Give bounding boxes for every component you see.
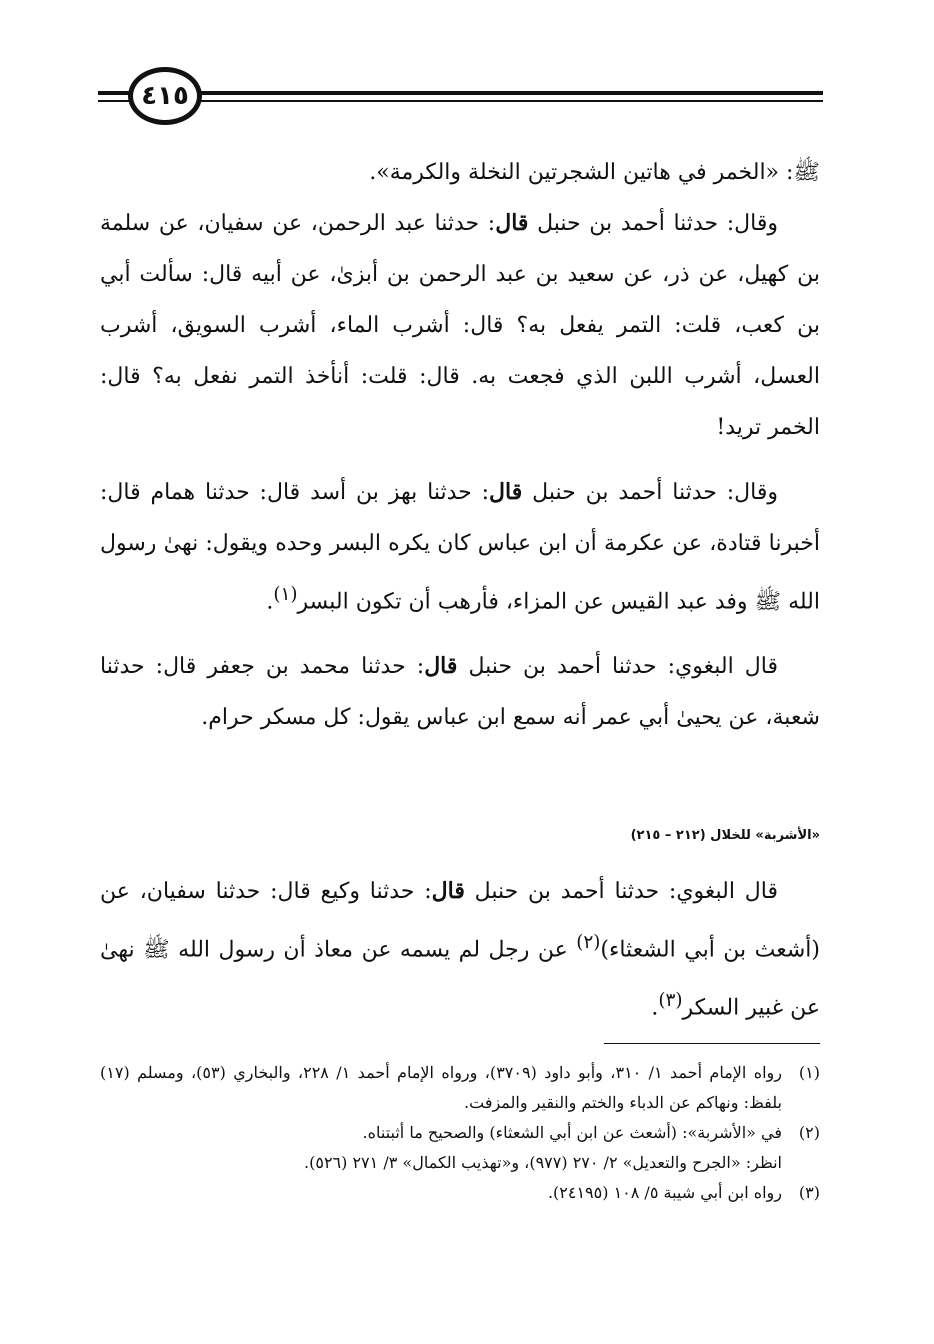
footnote-ref-1: (١) (273, 584, 298, 605)
footnote-2 (100, 1118, 820, 1178)
qal-bold: قال (424, 653, 458, 680)
paragraph-5-text-cont: عن رجل لم يسمه عن معاذ أن رسول الله ﷺ نهىٰ عن غبير السكر (100, 937, 820, 1021)
paragraph-2-text-rest: : حدثنا عبد الرحمن، عن سفيان، عن سلمة بن كهيل، عن ذر، عن سعيد بن عبد الرحمن بن أبزىٰ، عن أبيه قال: سألت أبي بن كعب، قلت: التمر يفعل به؟ قال: أشرب الماء، أشرب السويق، أشرب العسل، أشرب اللبن الذي فجعت به. قال: قلت: أنأخذ التمر نفعل به؟ قال: الخمر تريد! (100, 211, 820, 440)
footnote-ref-2: (٢) (576, 932, 601, 953)
paragraph-4-text: قال البغوي: حدثنا أحمد بن حنبل (457, 654, 778, 680)
qal-bold: قال (431, 878, 465, 904)
qal-bold: قال (489, 479, 523, 505)
footnote-text: رواه ابن أبي شيبة ٥/ ١٠٨ (٢٤١٩٥). (547, 1183, 782, 1202)
main-text-block-2 (100, 866, 820, 1034)
paragraph-4-text-rest: : حدثنا محمد بن جعفر قال: حدثنا شعبة، عن يحيىٰ أبي عمر أنه سمع ابن عباس يقول: كل مسكر حرام. (100, 654, 820, 731)
paragraph-3-end: . (266, 589, 274, 615)
footnote-number: (٣) (798, 1183, 820, 1202)
qal-bold: قال (495, 210, 529, 236)
header-rule-thick (98, 91, 823, 95)
paragraph-4 (100, 641, 820, 743)
paragraph-3-text-rest: : حدثنا بهز بن أسد قال: حدثنا همام قال: أخبرنا قتادة، عن عكرمة أن ابن عباس كان يكره البسر وحده ويقول: نهىٰ رسول الله ﷺ وفد عبد القيس عن المزاء، فأرهب أن تكون البسر (100, 480, 820, 615)
paragraph-1-text: ﷺ: «الخمر في هاتين الشجرتين النخلة والكرمة». (369, 160, 820, 185)
paragraph-2-text: وقال: حدثنا أحمد بن حنبل (528, 211, 778, 236)
footnote-separator (604, 1043, 820, 1044)
paragraph-2 (100, 198, 820, 453)
footnotes (100, 1058, 820, 1208)
paragraph-3 (100, 467, 820, 627)
footnote-body (100, 1118, 782, 1178)
footnote-text-extra: انظر: «الجرح والتعديل» ٢/ ٢٧٠ (٩٧٧)، و«تهذيب الكمال» ٣/ ٢٧١ (٥٢٦). (304, 1153, 782, 1172)
footnote-1 (100, 1058, 820, 1118)
footnote-text: في «الأشربة»: (أشعث عن ابن أبي الشعثاء) والصحيح ما أثبتناه. (362, 1123, 782, 1142)
paragraph-1 (100, 147, 820, 198)
paragraph-5-text-rest: : حدثنا وكيع قال: حدثنا سفيان، عن (أشعث بن أبي الشعثاء) (100, 879, 820, 963)
footnote-number: (١) (798, 1063, 820, 1082)
paragraph-5-end: . (651, 995, 659, 1021)
paragraph-5-text: قال البغوي: حدثنا أحمد بن حنبل (464, 879, 778, 904)
footnote-3 (100, 1178, 820, 1208)
footnote-number: (٢) (798, 1123, 820, 1142)
paragraph-5 (100, 866, 820, 1034)
main-text-block-1 (100, 147, 820, 743)
header-rule-thin (98, 100, 823, 102)
paragraph-3-text: وقال: حدثنا أحمد بن حنبل (522, 480, 778, 505)
footnote-ref-3: (٣) (658, 990, 683, 1012)
source-reference: «الأشربة» للخلال (٢١٢ – ٢١٥) (630, 828, 820, 843)
footnote-text: رواه الإمام أحمد ١/ ٣١٠، وأبو داود (٣٧٠٩)، ورواه الإمام أحمد ١/ ٢٢٨، والبخاري (٥٣)، ومسلم (١٧) بلفظ: ونهاكم عن الدباء والختم والنقير والمزفت. (100, 1063, 783, 1112)
page-number-badge: ٤١٥ (128, 67, 202, 125)
